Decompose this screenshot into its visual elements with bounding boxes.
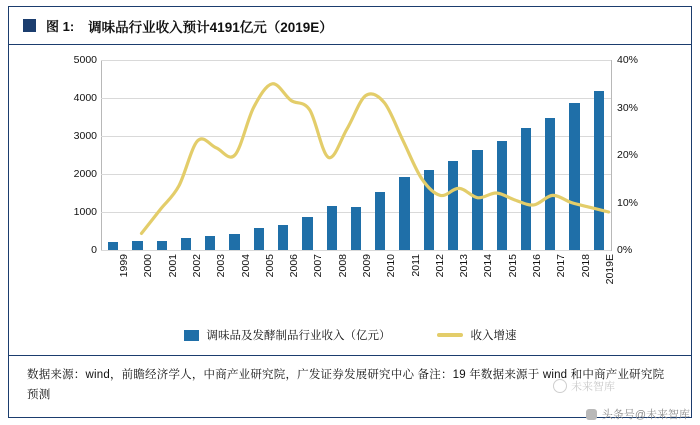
x-tick-label: 2009: [361, 254, 373, 278]
y-axis-right-labels: [617, 46, 661, 346]
footnote-text: 数据来源：wind，前瞻经济学人，中商产业研究院，广发证券发展研究中心 备注：19 年数据来源于 wind 和中商产业研究院预测: [27, 369, 665, 402]
line-series: [101, 60, 611, 250]
x-tick-label: 2010: [385, 254, 398, 278]
x-tick-label: 2016: [531, 254, 543, 278]
title-marker-icon: [23, 19, 36, 32]
page-title: 调味品行业收入预计4191亿元（2019E）: [88, 19, 333, 35]
x-tick-label: 1999: [118, 254, 131, 278]
watermark-badge-icon: [586, 409, 597, 420]
x-tick-label: 2018: [579, 254, 592, 278]
x-tick-label: 2007: [312, 254, 325, 278]
line-swatch-icon: [437, 333, 463, 337]
y-tick-left: 4000: [73, 92, 97, 104]
chart-legend: [9, 322, 691, 348]
legend-label-line: 收入增速: [470, 330, 517, 342]
y-tick-left: 0: [91, 244, 97, 256]
x-tick-label: 2011: [409, 254, 422, 277]
y-tick-left: 2000: [73, 168, 97, 180]
legend-item-line: [437, 327, 517, 343]
y-tick-right: 10%: [617, 196, 639, 209]
y-tick-right: 30%: [617, 101, 639, 114]
figure-label: 图 1:: [46, 19, 75, 34]
x-tick-label: 2001: [166, 254, 179, 278]
x-tick-label: 2013: [458, 254, 471, 278]
watermark-center: [553, 378, 615, 394]
x-tick-label: 2006: [288, 254, 301, 278]
y-tick-left: 1000: [73, 206, 97, 218]
watermark-bottom-text: 头条号@未来智库: [601, 409, 690, 421]
x-tick-label: 2019E: [603, 254, 616, 285]
x-axis-labels: [101, 254, 616, 326]
legend-label-bar: 调味品及发酵制品行业收入（亿元）: [206, 330, 391, 342]
x-tick-label: 2003: [215, 254, 228, 278]
x-tick-label: 2000: [142, 254, 155, 278]
gridline: [101, 250, 611, 251]
bar-swatch-icon: [184, 330, 199, 341]
y-tick-left: 5000: [73, 54, 97, 66]
x-tick-label: 2014: [482, 254, 495, 278]
x-tick-label: 2004: [239, 254, 252, 278]
y-tick-right: 40%: [617, 54, 639, 66]
y-axis-right-line: [611, 60, 612, 250]
x-tick-label: 2002: [191, 254, 203, 278]
watermark-logo-icon: [553, 379, 567, 393]
watermark-center-text: 未来智库: [571, 381, 615, 393]
plot-region: [101, 60, 611, 250]
figure-title-bar: [9, 7, 691, 45]
x-tick-label: 2008: [336, 254, 349, 278]
y-axis-left-labels: [55, 46, 97, 346]
x-tick-label: 2005: [263, 254, 276, 278]
x-tick-label: 2012: [433, 254, 446, 278]
y-tick-left: 3000: [73, 130, 97, 142]
chart-area: [9, 46, 691, 346]
legend-item-bar: [184, 327, 391, 343]
x-tick-label: 2015: [506, 254, 519, 278]
growth-line: [142, 84, 609, 234]
y-tick-right: 0%: [617, 244, 633, 256]
watermark-bottom: [586, 406, 690, 422]
y-tick-right: 20%: [617, 149, 639, 161]
x-tick-label: 2017: [555, 254, 568, 278]
